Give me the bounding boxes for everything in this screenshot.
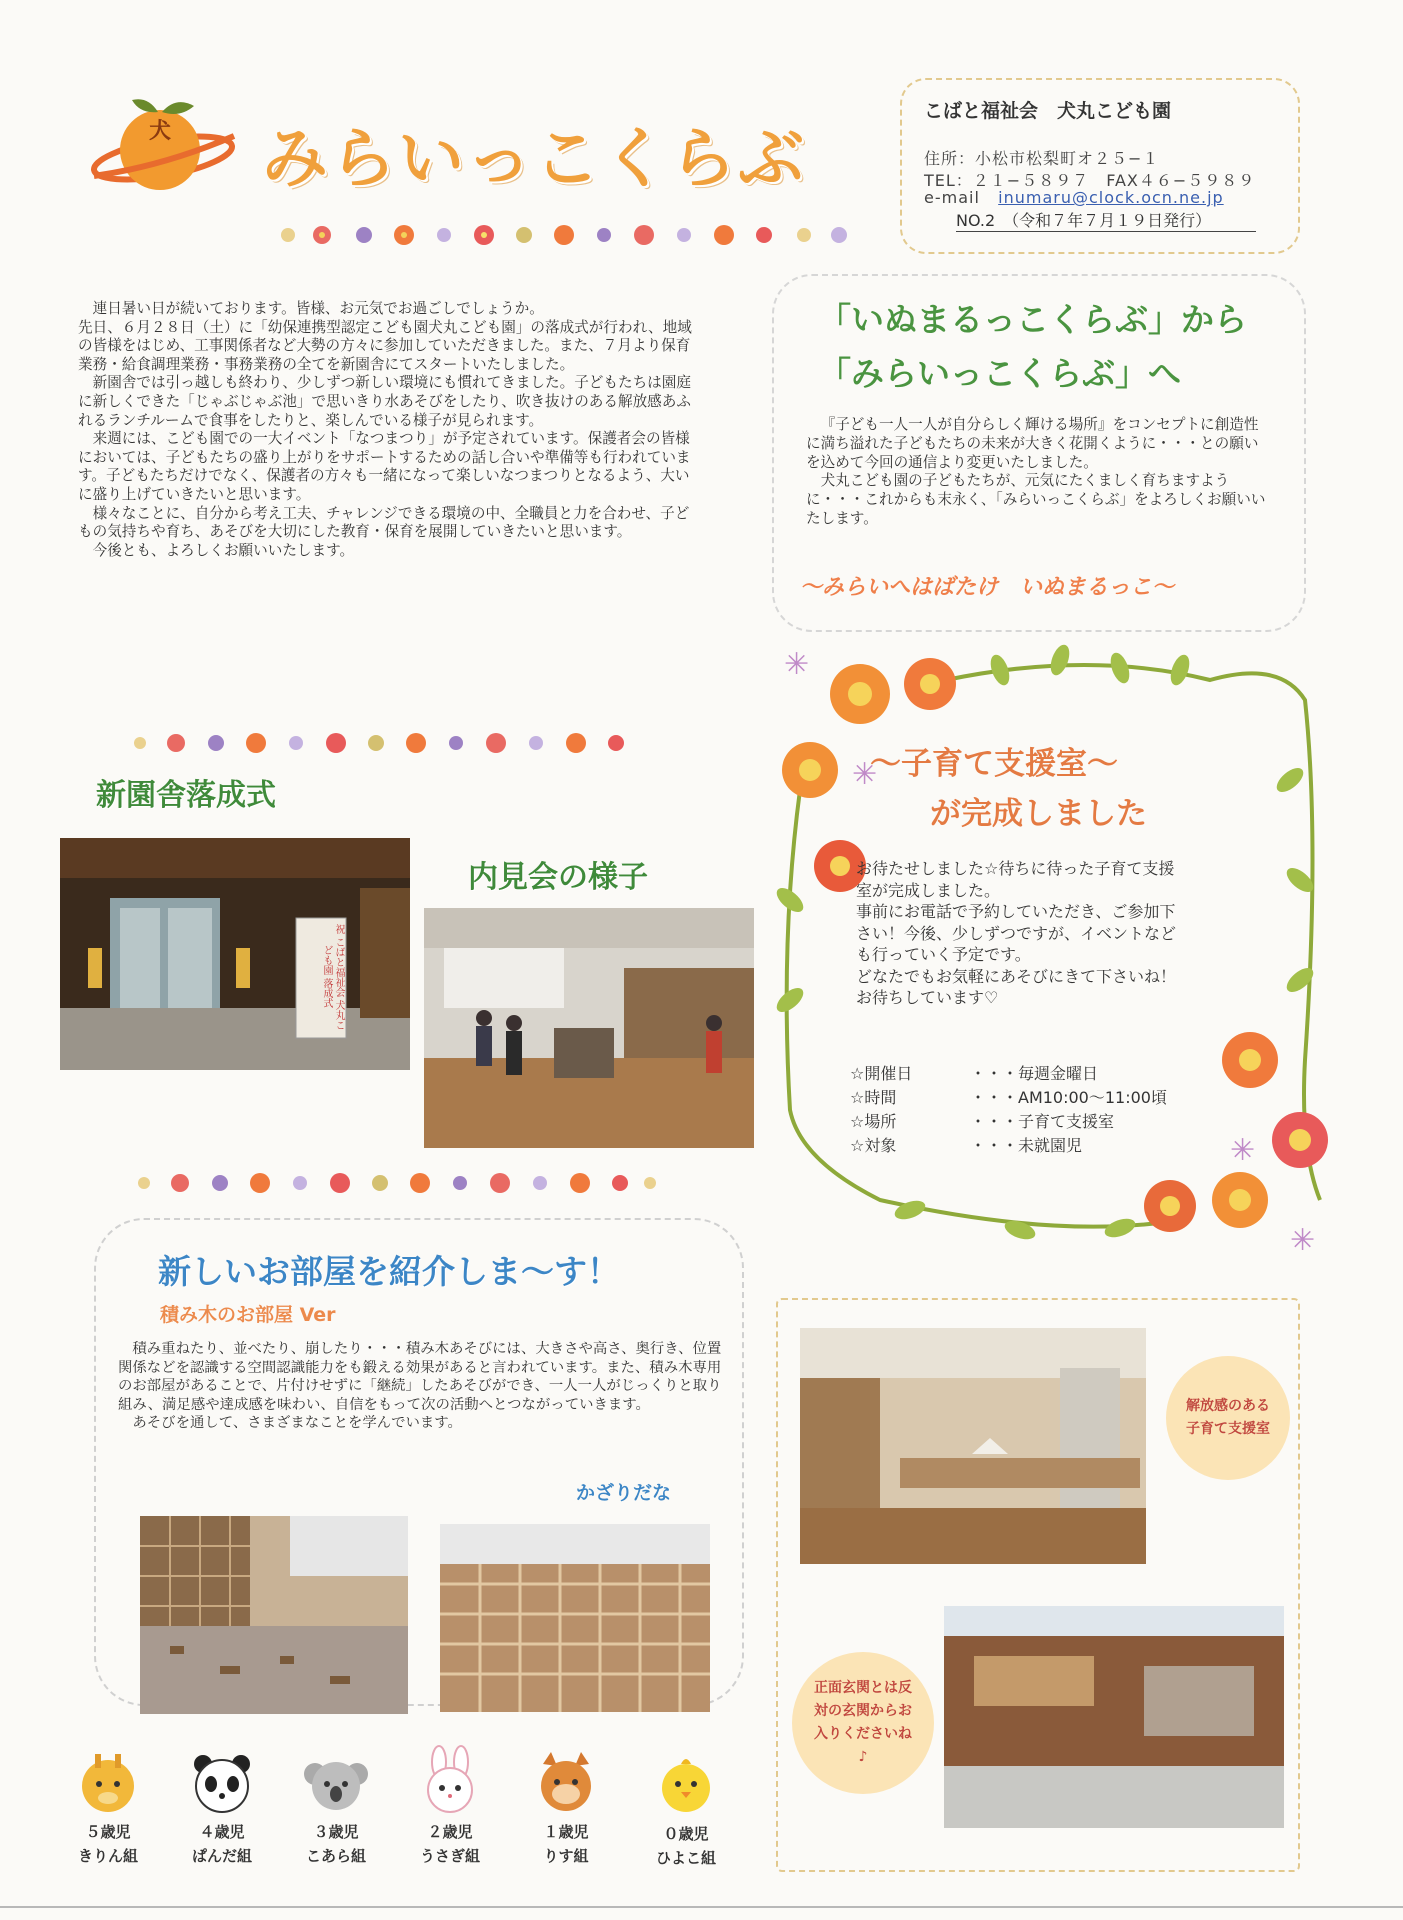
schedule-row <box>850 1134 1167 1158</box>
svg-text:✳: ✳ <box>1230 1133 1256 1168</box>
class-name: こあら組 <box>305 1847 366 1865</box>
building-exterior-photo <box>944 1606 1284 1828</box>
rooms-subtitle: 積み木のお部屋 Ver <box>160 1304 336 1326</box>
chick-icon <box>653 1754 719 1816</box>
ceremony-sign-text: 祝 こばと福祉会 犬丸こども園 落成式 <box>321 923 344 1031</box>
intro-paragraph: 新園舎では引っ越しも終わり、少しずつ新しい環境にも慣れてきました。子どもたちは園庭に新しくできた「じゃぶじゃぶ池」で思いきり水あそびをしたり、吹き抜けのある解放感あふれるランチルームで食事をしたりと、楽しんでいる様子が見られます。 <box>78 374 691 429</box>
flower-divider-lower <box>130 1166 660 1200</box>
logo-char: 犬 <box>148 119 172 144</box>
address: 住所：小松市松梨町オ２５−１ <box>924 149 1160 168</box>
support-room-title-2: が完成しました <box>930 796 1147 832</box>
display-shelf-photo <box>440 1524 710 1712</box>
support-line: さい！今後、少しずつですが、イベントなど <box>856 923 1177 943</box>
intro-paragraph: 様々なことに、自分から考え工夫、チャレンジできる環境の中、全職員と力を合わせ、子どもの気持ちや育ち、あそびを大切にした教育・保育を展開していきたいと思います。 <box>78 504 690 541</box>
rooms-title: 新しいお部屋を紹介しま～す！ <box>158 1252 620 1291</box>
flower-divider-top <box>274 218 854 252</box>
class-age: ２歳児 <box>427 1823 473 1841</box>
preview-event-photo <box>424 908 754 1148</box>
preview-title: 内見会の様子 <box>468 860 648 895</box>
schedule-key: ☆場所 <box>850 1112 897 1131</box>
class-age: ５歳児 <box>85 1823 131 1841</box>
rooms-paragraph: あそびを通して、さまざまなことを学んでいます。 <box>132 1415 462 1432</box>
rabbit-icon <box>417 1746 483 1814</box>
class-name: ひよこ組 <box>655 1849 716 1867</box>
issue-number: NO.2 （令和７年７月１９日発行） <box>956 208 1256 232</box>
bubble-text: 解放感のある子育て支援室 <box>1186 1398 1270 1437</box>
class-age: ０歳児 <box>663 1825 709 1843</box>
email-link[interactable]: inumaru@clock.ocn.ne.jp <box>998 188 1224 207</box>
rename-heading-1: 「いぬまるっこくらぶ」から <box>818 300 1247 339</box>
intro-paragraph: 今後とも、よろしくお願いいたします。 <box>92 541 355 559</box>
schedule-value: ・・・AM10:00～11:00頃 <box>970 1088 1167 1107</box>
class-name: りす組 <box>543 1847 589 1865</box>
rename-heading-2: 「みらいっこくらぶ」へ <box>818 354 1181 393</box>
support-line: どなたでもお気軽にあそびにきて下さいね！ <box>856 966 1177 986</box>
bottom-divider <box>0 1906 1403 1908</box>
class-name: きりん組 <box>77 1847 138 1865</box>
intro-paragraph: 連日暑い日が続いております。皆様、お元気でお過ごしでしょうか。 <box>92 300 544 317</box>
support-line: 事前にお電話で予約していただき、ご参加下 <box>856 902 1176 921</box>
support-line: も行っていく予定です。 <box>856 945 1031 964</box>
rename-paragraph: 犬丸こども園の子どもたちが、元気にたくましく育ちますように・・・これからも末永く、「みらいっこくらぶ」をよろしくお願いいたします。 <box>806 472 1266 527</box>
class-panda <box>184 1750 260 1866</box>
svg-text:✳: ✳ <box>852 757 878 792</box>
class-giraffe <box>70 1750 146 1866</box>
giraffe-icon <box>75 1750 141 1814</box>
flower-divider-middle <box>126 726 646 760</box>
block-room-photo <box>140 1516 408 1714</box>
class-age: ３歳児 <box>313 1823 359 1841</box>
support-room-interior-photo <box>800 1328 1146 1564</box>
rename-tagline: ～みらいへはばたけ いぬまるっこ～ <box>800 575 1175 600</box>
koala-icon <box>303 1750 369 1814</box>
class-name: うさぎ組 <box>419 1847 480 1865</box>
intro-text <box>78 300 698 560</box>
rooms-paragraph: 積み重ねたり、並べたり、崩したり・・・積み木あそびには、大きさや高さ、奥行き、位置関係などを認識する空間認識能力をも鍛える効果があると言われています。また、積み木専用のお部屋があることで、片付けせずに「継続」したあそびができ、一人一人がじっくりと取り組み、満足感や達成感を味わい、自信をもって次の活動へとつながっていきます。 <box>118 1341 722 1413</box>
support-room-title: ～子育て支援室～ <box>870 746 1118 782</box>
schedule-key: ☆開催日 <box>850 1064 913 1083</box>
contact-info-box <box>900 78 1300 254</box>
support-line: お待ちしています♡ <box>856 988 999 1007</box>
class-squirrel <box>528 1750 604 1866</box>
support-line: 室が完成しました。 <box>856 880 1001 900</box>
schedule-value: ・・・未就園児 <box>970 1136 1083 1155</box>
bubble-text: 正面玄関とは反対の玄関からお入りくださいね♪ <box>814 1680 912 1765</box>
schedule-value: ・・・毎週金曜日 <box>970 1064 1099 1083</box>
ceremony-title: 新園舎落成式 <box>96 778 276 813</box>
orange-planet-logo-icon <box>88 88 238 208</box>
support-line: お待たせしました☆待ちに待った子育て支援 <box>856 859 1175 878</box>
shelf-label: かざりだな <box>576 1482 672 1504</box>
schedule-key: ☆対象 <box>850 1136 897 1155</box>
squirrel-icon <box>533 1750 599 1814</box>
svg-text:✳: ✳ <box>784 647 810 682</box>
class-chick <box>648 1754 724 1868</box>
org-name: こばと福祉会 犬丸こども園 <box>924 100 1172 122</box>
class-rabbit <box>412 1746 488 1866</box>
phone-fax: TEL：２１−５８９７ FAX４６−５９８９ <box>924 171 1256 190</box>
mail-label: e-mail <box>924 188 980 207</box>
class-koala <box>298 1750 374 1866</box>
panda-icon <box>189 1750 255 1814</box>
class-age: ４歳児 <box>199 1823 245 1841</box>
schedule-row <box>850 1110 1167 1134</box>
schedule-row <box>850 1086 1167 1110</box>
entrance-photo <box>60 838 410 1070</box>
class-name: ぱんだ組 <box>191 1847 252 1865</box>
rename-paragraph: 『子ども一人一人が自分らしく輝ける場所』をコンセプトに創造性に満ち溢れた子どもたちの未来が大きく花開くように・・・との願いを込めて今回の通信より変更いたしました。 <box>806 416 1259 471</box>
bubble-entrance <box>792 1652 934 1794</box>
newsletter-title: みらいっこくらぶ <box>262 120 806 197</box>
class-age: １歳児 <box>543 1823 589 1841</box>
support-schedule <box>850 1062 1167 1158</box>
support-room-text <box>856 858 1252 1009</box>
svg-text:✳: ✳ <box>1290 1223 1316 1258</box>
rename-notice-box <box>772 274 1306 632</box>
schedule-key: ☆時間 <box>850 1088 897 1107</box>
bubble-support-room <box>1166 1356 1290 1480</box>
intro-paragraph: 来週には、こども園での一大イベント「なつまつり」が予定されています。保護者会の皆様においては、子どもたちの盛り上がりをサポートするための話し合いや準備等も行われています。子どもたちだけでなく、保護者の方々も一緒になって楽しいなつまつりとなるよう、大いに盛り上げていきたいと思います。 <box>78 430 691 503</box>
schedule-row <box>850 1062 1167 1086</box>
intro-paragraph: 先日、６月２８日（土）に「幼保連携型認定こども園犬丸こども園」の落成式が行われ、地域の皆様をはじめ、工事関係者など大勢の方々に参加していただきました。また、７月より保育業務・給食調理業務・事務業務の全てを新園舎にてスタートいたしました。 <box>78 318 692 373</box>
schedule-value: ・・・子育て支援室 <box>970 1112 1115 1131</box>
